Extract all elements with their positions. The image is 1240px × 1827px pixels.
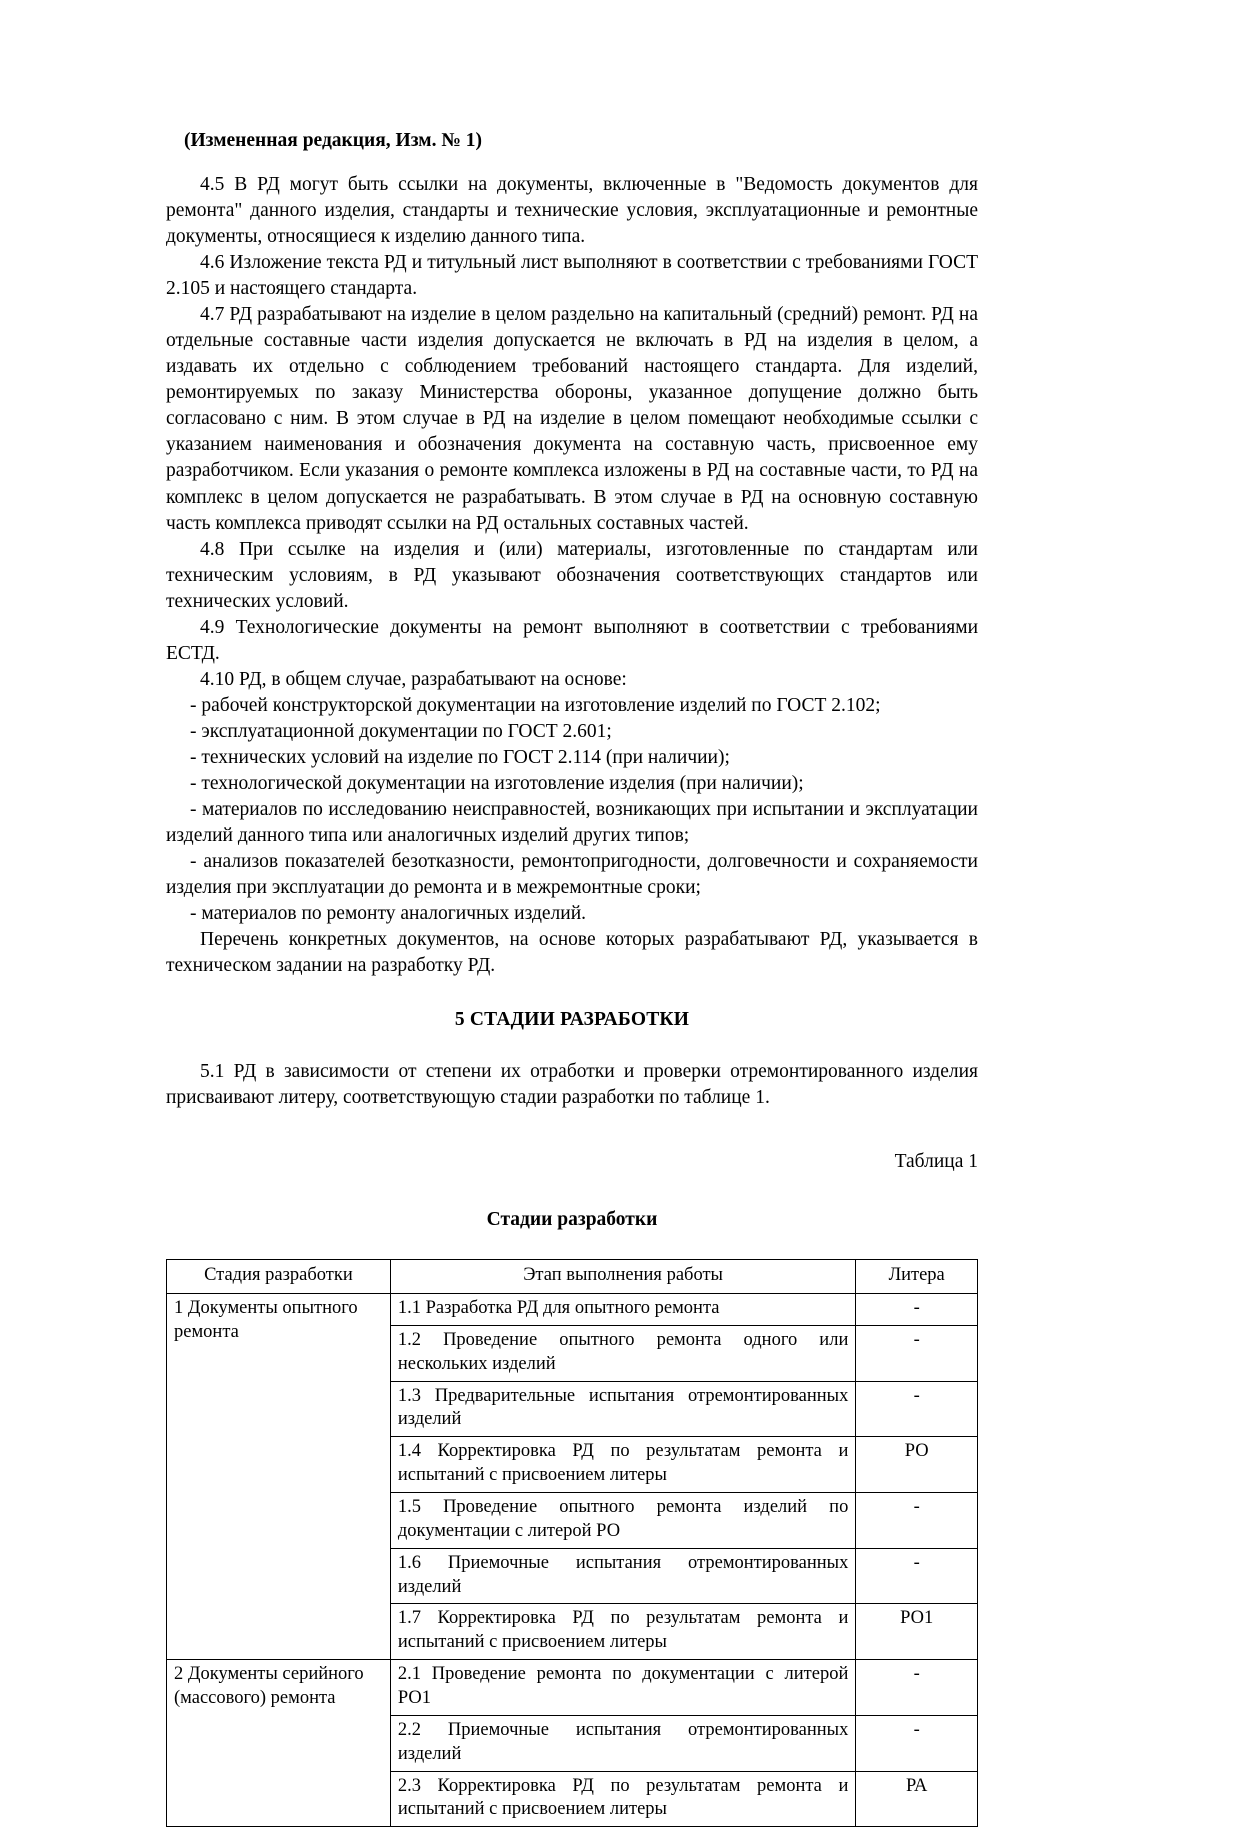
paragraph-4-7: 4.7 РД разрабатывают на изделие в целом раздельно на капитальный (средний) ремонт. РД на отдельные составные части изделия допускается не включать в РД на изделия в целом, а издавать их отдельно с соблюдением требований настоящего стандарта. Для изделий, ремонтируемых по заказу Министерства обороны, указанное допущение должно быть согласовано с ним. В этом случае в РД на изделие в целом помещают необходимые ссылки с указанием наименования и обозначения документа на составную часть, присвоенное ему разработчиком. Если указания о ремонте комплекса изложены в РД на составные части, то РД на комплекс в целом допускается не разрабатывать. В этом случае в РД на основную составную часть комплекса приводят ссылки на РД остальных составных частей. [166,304,978,534]
cell-step: 1.7 Корректировка РД по результатам ремонта и испытаний с присвоением литеры [390,1604,856,1660]
cell-letter: - [856,1325,978,1381]
table-header-row [167,1260,978,1294]
cell-letter: - [856,1493,978,1549]
cell-step: 2.2 Приемочные испытания отремонтированных изделий [390,1715,856,1771]
cell-stage: 2 Документы серийного (массового) ремонта [167,1660,391,1827]
paragraph-4-9: 4.9 Технологические документы на ремонт выполняют в соответствии с требованиями ЕСТД. [166,616,978,664]
amendment-note: (Измененная редакция, Изм. № 1) [184,130,483,151]
closing-paragraph: Перечень конкретных документов, на основе которых разрабатывают РД, указывается в техническом задании на разработку РД. [166,929,978,977]
cell-step: 1.4 Корректировка РД по результатам ремонта и испытаний с присвоением литеры [390,1437,856,1493]
table-title: Стадии разработки [486,1209,658,1231]
table-body [167,1294,978,1827]
column-header-letter: Литера [856,1260,978,1294]
cell-stage: 1 Документы опытного ремонта [167,1294,391,1660]
paragraph-4-5: 4.5 В РД могут быть ссылки на документы, включенные в "Ведомость документов для ремонта" данного изделия, стандарты и технические условия, эксплуатационные и ремонтные документы, относящиеся к изделию данного типа. [166,174,978,248]
cell-letter: РО1 [856,1604,978,1660]
cell-letter: - [856,1660,978,1716]
cell-letter: - [856,1548,978,1604]
cell-step: 2.3 Корректировка РД по результатам ремонта и испытаний с присвоением литеры [390,1771,856,1827]
paragraph-4-8: 4.8 При ссылке на изделия и (или) материалы, изготовленные по стандартам или техническим условиям, в РД указывают обозначения соответствующих стандартов или технических условий. [166,538,978,612]
paragraph-5-1: 5.1 РД в зависимости от степени их отработки и проверки отремонтированного изделия присваивают литеру, соответствующую стадии разработки по таблице 1. [166,1061,978,1109]
table-number-label: Таблица 1 [894,1151,978,1173]
list-item-6: - анализов показателей безотказности, ремонтопригодности, долговечности и сохраняемости изделия при эксплуатации до ремонта и в межремонтные сроки; [166,850,978,898]
cell-step: 1.2 Проведение опытного ремонта одного или нескольких изделий [390,1325,856,1381]
cell-letter: - [856,1294,978,1326]
list-item-3: - технических условий на изделие по ГОСТ 2.114 (при наличии); [190,746,730,768]
table-row [167,1294,978,1326]
list-item-1: - рабочей конструкторской документации на изготовление изделий по ГОСТ 2.102; [190,694,881,716]
column-header-step: Этап выполнения работы [390,1260,856,1294]
cell-letter: РА [856,1771,978,1827]
section-heading-5: 5 СТАДИИ РАЗРАБОТКИ [454,1009,690,1031]
column-header-stage: Стадия разработки [167,1260,391,1294]
cell-step: 2.1 Проведение ремонта по документации с литерой РО1 [390,1660,856,1716]
cell-letter: - [856,1715,978,1771]
cell-step: 1.5 Проведение опытного ремонта изделий по документации с литерой РО [390,1493,856,1549]
list-item-7: - материалов по ремонту аналогичных изделий. [190,903,586,924]
table-row [167,1660,978,1716]
cell-letter: - [856,1381,978,1437]
stages-table [166,1259,978,1827]
cell-letter: РО [856,1437,978,1493]
paragraph-4-6: 4.6 Изложение текста РД и титульный лист выполняют в соответствии с требованиями ГОСТ 2.105 и настоящего стандарта. [166,252,978,300]
cell-step: 1.1 Разработка РД для опытного ремонта [390,1294,856,1326]
cell-step: 1.3 Предварительные испытания отремонтированных изделий [390,1381,856,1437]
list-item-4: - технологической документации на изготовление изделия (при наличии); [190,772,804,794]
list-item-5: - материалов по исследованию неисправностей, возникающих при испытании и эксплуатации изделий данного типа или аналогичных изделий других типов; [166,798,978,846]
document-content [166,128,978,1827]
cell-step: 1.6 Приемочные испытания отремонтированных изделий [390,1548,856,1604]
list-item-2: - эксплуатационной документации по ГОСТ 2.601; [190,720,612,742]
paragraph-4-10: 4.10 РД, в общем случае, разрабатывают на основе: [200,668,627,690]
